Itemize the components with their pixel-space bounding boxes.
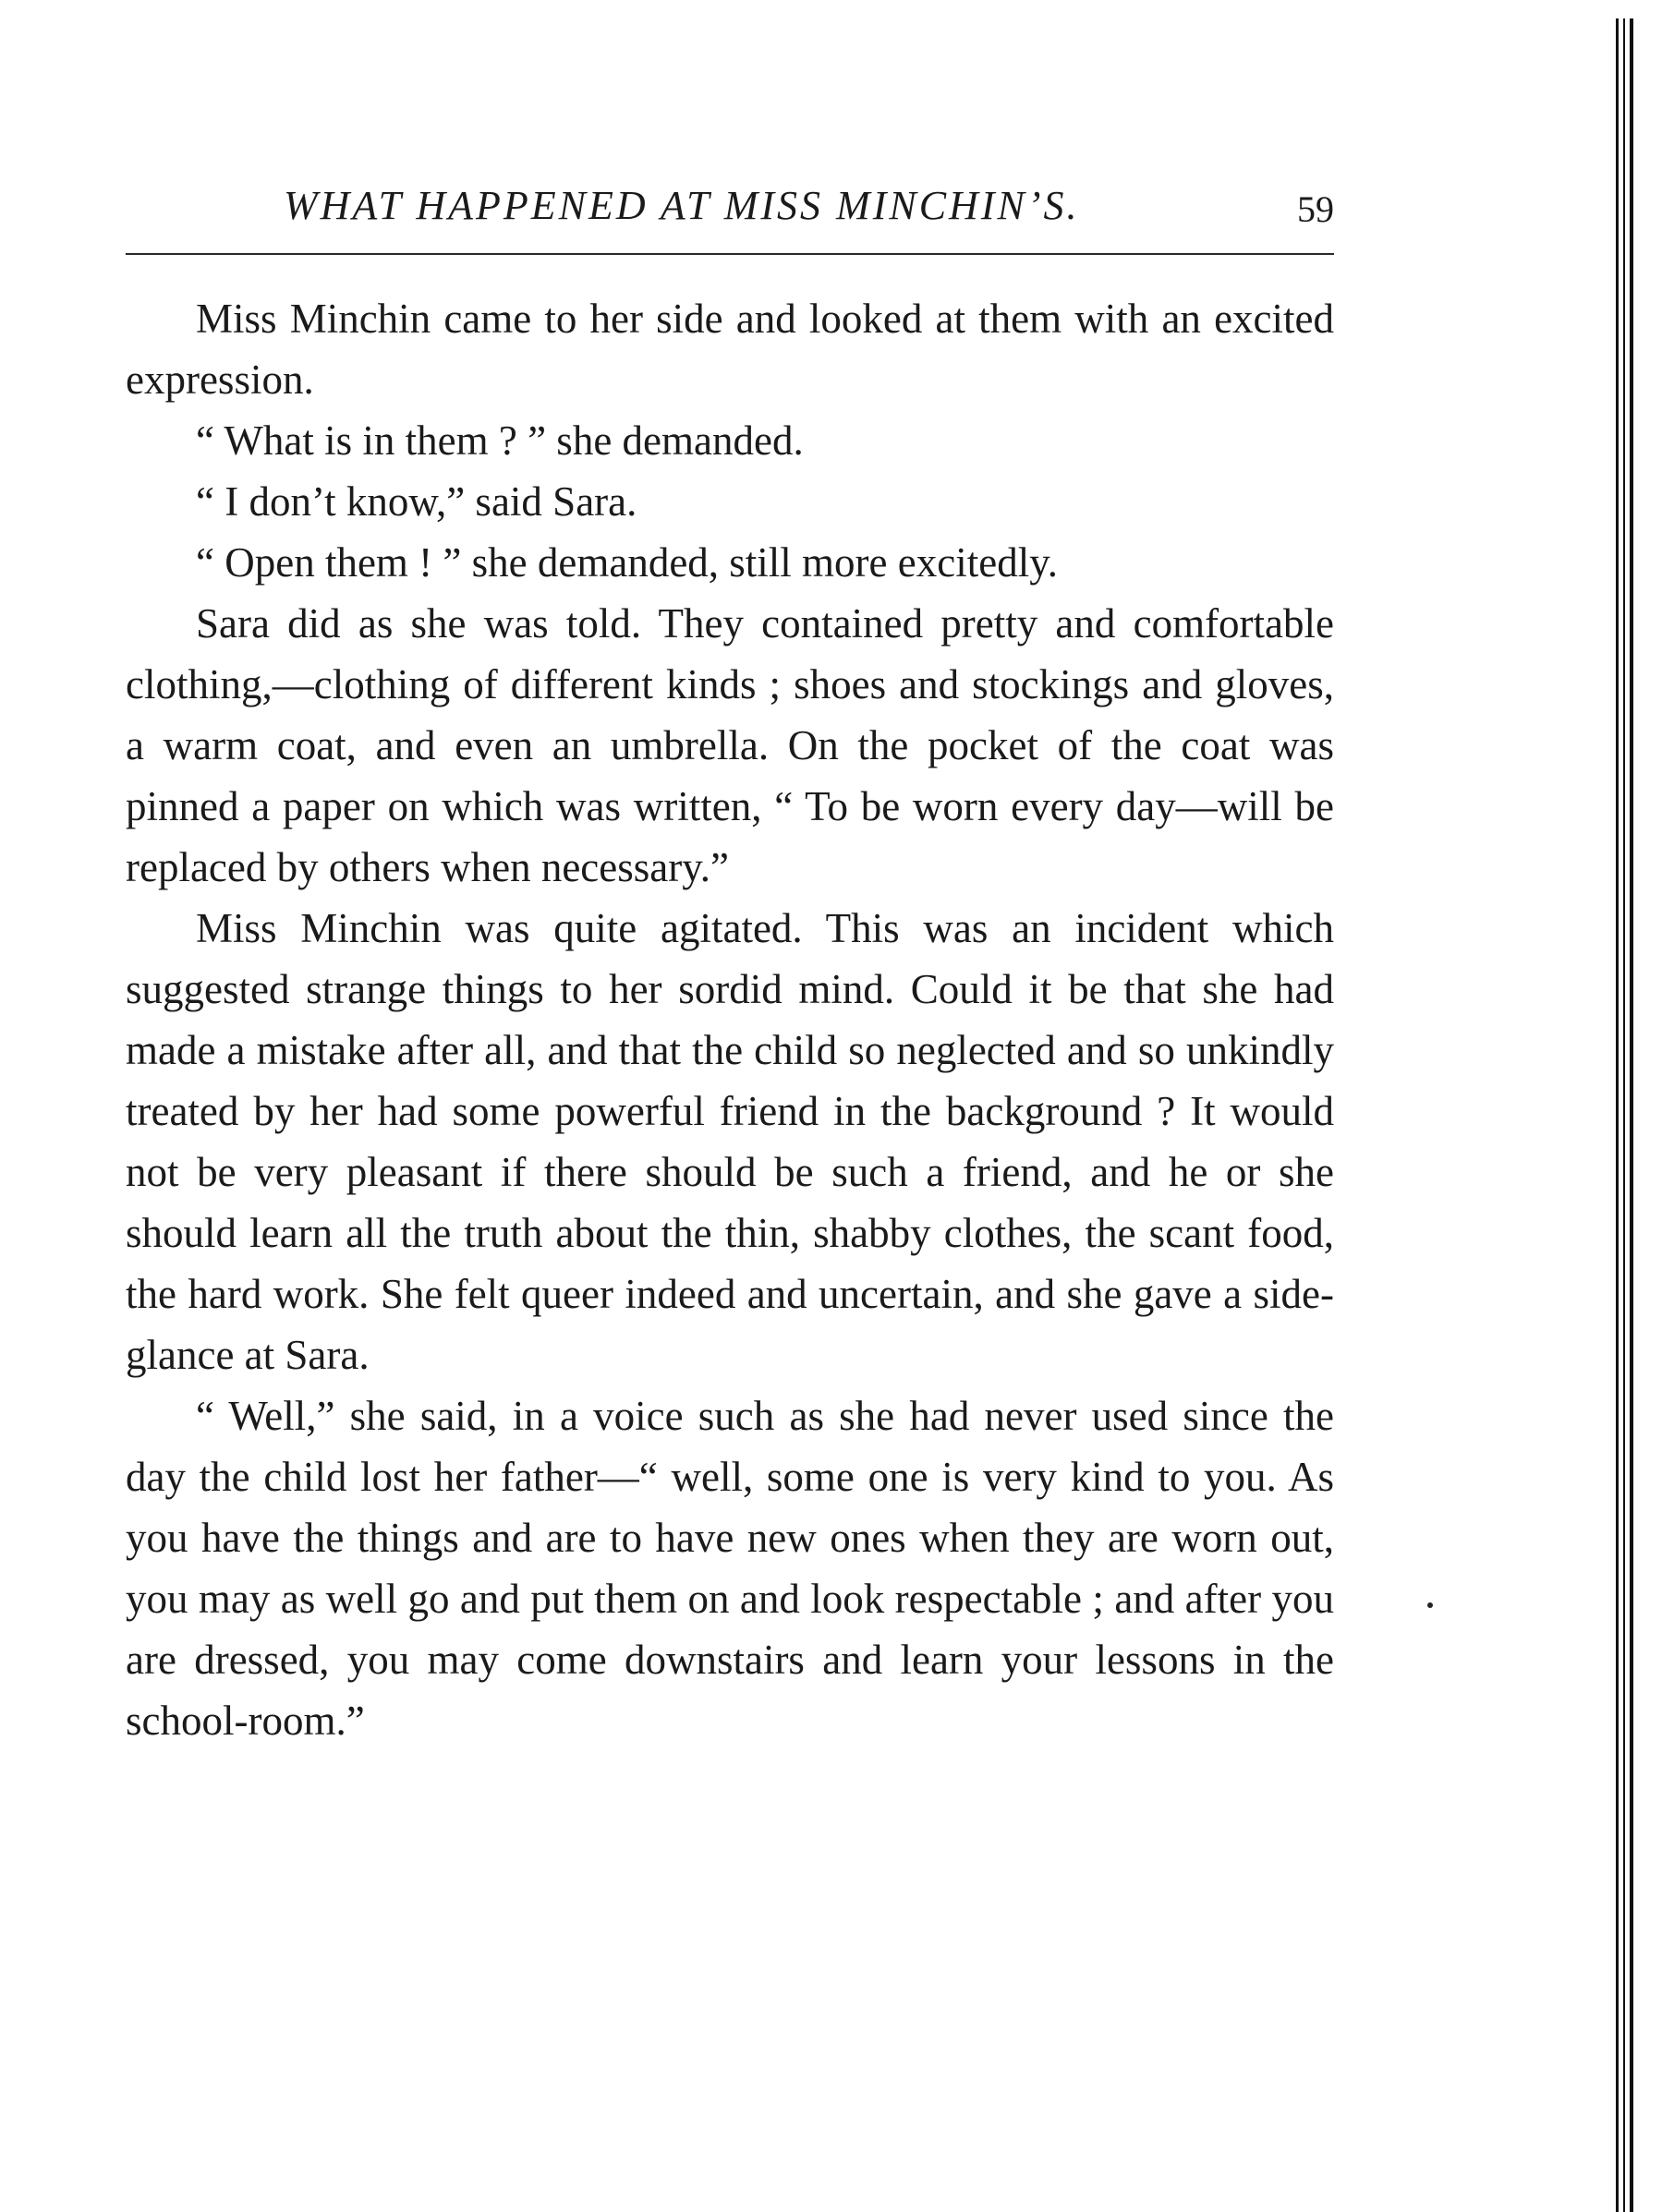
paragraph: Sara did as she was told. They contained pretty and comfortable clothing,—clothing of different kinds ; shoes and stockings and gloves, a warm coat, and even an umbrella. On the pocket of the coat was pinned a paper on which was written, “ To be worn every day—will be replaced by others when necessary.” (126, 600, 1334, 890)
paragraph: Miss Minchin came to her side and looked at them with an excited expression. (126, 296, 1334, 403)
header-rule (126, 253, 1334, 255)
paragraph: “ Open them ! ” she demanded, still more excitedly. (196, 539, 1059, 586)
ink-speck (1427, 1602, 1433, 1608)
page-edge-line (1623, 18, 1625, 2212)
paragraph: Miss Minchin was quite agitated. This was an incident which suggested strange things to her sordid mind. Could it be that she had made a mistake after all, and that the child so neglected and so unkindly treated by her had some powerful friend in the background ? It would not be very pleasant if there should be such a friend, and he or she should learn all the truth about the thin, shabby clothes, the scant food, the hard work. She felt queer indeed and uncertain, and she gave a side-glance at Sara. (126, 905, 1334, 1378)
page-edge-line (1616, 18, 1619, 2212)
page-edge-line (1630, 18, 1633, 2212)
running-head (126, 174, 1334, 238)
paragraph: “ I don’t know,” said Sara. (196, 478, 637, 525)
paragraph: “ Well,” she said, in a voice such as she had never used since the day the child lost her father—“ well, some one is very kind to you. As you have the things and are to have new ones when they are worn out, you may as well go and put them on and look respectable ; and after you are dressed, you may come downstairs and learn your lessons in the school-room.” (126, 1393, 1334, 1744)
page-number: 59 (1297, 188, 1334, 230)
body-text (126, 288, 1334, 1751)
paragraph: “ What is in them ? ” she demanded. (196, 417, 804, 464)
running-title: WHAT HAPPENED AT MISS MINCHIN’S. (284, 183, 1080, 228)
